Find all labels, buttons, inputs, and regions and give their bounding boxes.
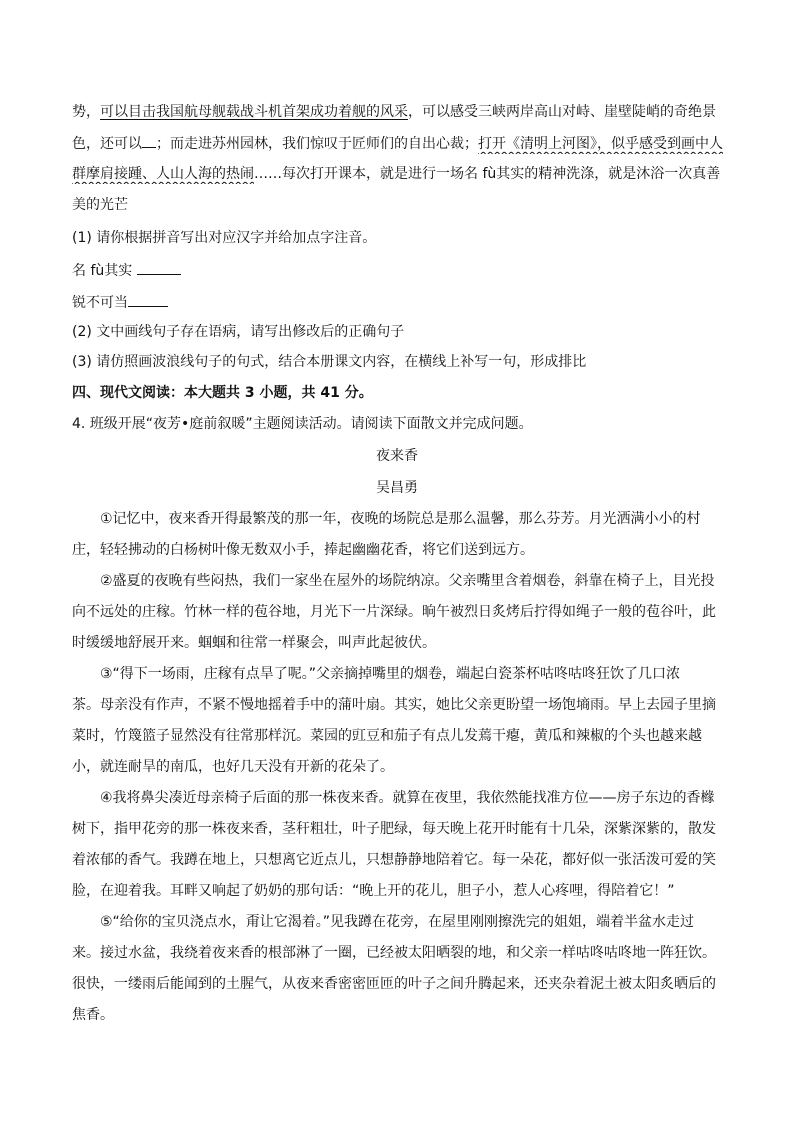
passage-text: ，可以感受三峡两岸高山对峙、崖壁陡峭的奇绝景 bbox=[408, 104, 716, 120]
passage-line-3 bbox=[72, 164, 732, 184]
task-instruction: 4. 班级开展“夜芳•庭前叙暖”主题阅读活动。请阅读下面散文并完成问题。 bbox=[72, 416, 533, 432]
article-line: 时缓缓地舒展开来。蝈蝈和往常一样聚会，叫声此起彼伏。 bbox=[72, 635, 436, 651]
question-1a bbox=[72, 260, 732, 281]
article-line: ⑤“给你的宝贝浇点水，甭让它渴着。”见我蹲在花旁，在屋里刚刚擦洗完的姐姐，端着半盆水走过 bbox=[100, 914, 695, 930]
passage-text: 色，还可以 bbox=[72, 136, 142, 152]
article-line: 茶。母亲没有作声，不紧不慢地摇着手中的蒲叶扇。其实，她比父亲更盼望一场饱墒雨。早上去园子里摘 bbox=[72, 697, 716, 713]
article-line: 着浓郁的香气。我蹲在地上，只想离它近点儿，只想静静地陪着它。每一朵花，都好似一张活泼可爱的笑 bbox=[72, 852, 716, 868]
article-line: 树下，指甲花旁的那一株夜来香，茎秆粗壮，叶子肥绿，每天晚上花开时能有十几朵，深紫深紫的，散发 bbox=[72, 821, 716, 837]
passage-line-1 bbox=[72, 102, 732, 122]
article-line: 焦香。 bbox=[72, 1007, 114, 1023]
article-line: ①记忆中，夜来香开得最繁茂的那一年，夜晚的场院总是那么温馨，那么芬芳。月光洒满小小的村 bbox=[100, 511, 701, 527]
article-line: 脸，在迎着我。耳畔又响起了奶奶的那句话：“晚上开的花儿，胆子小，惹人心疼哩，得陪着它！” bbox=[72, 883, 675, 899]
question-1: (1) 请你根据拼音写出对应汉字并给加点字注音。 bbox=[72, 230, 377, 246]
article-line: ③“得下一场雨，庄稼有点旱了呢。”父亲摘掉嘴里的烟卷，端起白瓷茶杯咕咚咕咚狂饮了几口浓 bbox=[100, 666, 681, 682]
article-title: 夜来香 bbox=[376, 448, 418, 464]
article-line: 庄，轻轻拂动的白杨树叶像无数双小手，捧起幽幽花香，将它们送到远方。 bbox=[72, 542, 534, 558]
question-1b bbox=[72, 292, 732, 313]
article-line: ④我将鼻尖凑近母亲椅子后面的那一株夜来香。就算在夜里，我依然能找准方位——房子东边的香橼 bbox=[100, 790, 715, 806]
wavy-underlined-sentence: 打开《清明上河图》，似乎感受到画中人 bbox=[478, 136, 723, 152]
article-line: ②盛夏的夜晚有些闷热，我们一家坐在屋外的场院纳凉。父亲嘴里含着烟卷，斜靠在椅子上，目光投 bbox=[100, 573, 715, 589]
passage-text: ；而走进苏州园林，我们惊叹于匠师们的自出心裁； bbox=[156, 136, 478, 152]
wavy-underlined-sentence: 群摩肩接踵、人山人海的热闹 bbox=[72, 166, 254, 182]
question-1b-label: 锐不可当 bbox=[72, 295, 128, 311]
question-1a-label: 名 fù其实 bbox=[72, 263, 133, 279]
passage-text: ……每次打开课本，就是进行一场名 fù其实的精神洗涤，就是沐浴一次真善 bbox=[254, 166, 721, 182]
article-line: 来。接过水盆，我绕着夜来香的根部淋了一圈，已经被太阳晒裂的地，和父亲一样咕咚咕咚地一阵狂饮。 bbox=[72, 945, 716, 961]
answer-blank[interactable] bbox=[142, 133, 156, 148]
question-3: (3) 请仿照画波浪线句子的句式，结合本册课文内容，在横线上补写一句，形成排比 bbox=[72, 354, 587, 370]
article-line: 菜时，竹篾篮子显然没有往常那样沉。菜园的豇豆和茄子有点儿发蔫干瘪，黄瓜和辣椒的个头也越来越 bbox=[72, 728, 702, 744]
section-heading: 四、现代文阅读：本大题共 3 小题，共 41 分。 bbox=[72, 385, 373, 401]
article-line: 小，就连耐旱的南瓜，也好几天没有开新的花朵了。 bbox=[72, 759, 394, 775]
answer-blank[interactable] bbox=[137, 260, 181, 275]
question-2: (2) 文中画线句子存在语病，请写出修改后的正确句子 bbox=[72, 324, 405, 340]
underlined-sentence: 可以目击我国航母舰载战斗机首架成功着舰的风采 bbox=[100, 104, 408, 120]
passage-text: 势， bbox=[72, 104, 100, 120]
answer-blank[interactable] bbox=[128, 292, 168, 307]
passage-line-2 bbox=[72, 133, 732, 154]
article-author: 吴昌勇 bbox=[376, 480, 418, 496]
article-line: 向不远处的庄稼。竹林一样的苞谷地，月光下一片深绿。晌午被烈日炙烤后拧得如绳子一般的苞谷叶，此 bbox=[72, 604, 716, 620]
article-line: 很快，一缕雨后能闻到的土腥气，从夜来香密密匝匝的叶子之间升腾起来，还夹杂着泥土被太阳炙晒后的 bbox=[72, 976, 716, 992]
passage-line-4: 美的光芒 bbox=[72, 197, 128, 213]
